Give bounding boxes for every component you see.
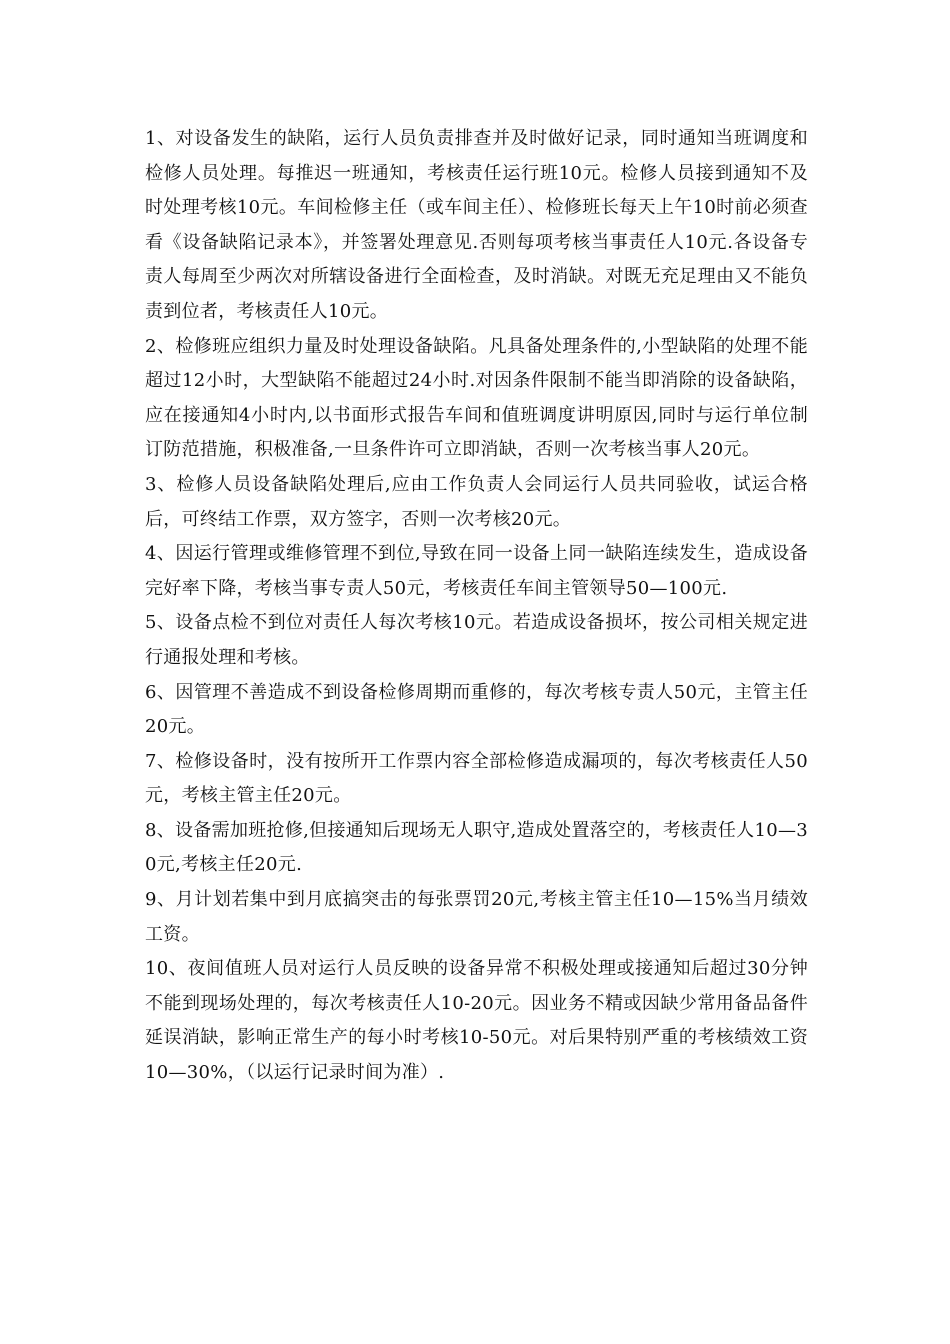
document-body <box>145 122 808 1091</box>
paragraph-6: 6、因管理不善造成不到设备检修周期而重修的，每次考核专责人50元，主管主任20元。 <box>145 681 808 738</box>
paragraph-7: 7、检修设备时，没有按所开工作票内容全部检修造成漏项的，每次考核责任人50元，考核主管主任20元。 <box>145 750 808 807</box>
paragraph-4: 4、因运行管理或维修管理不到位,导致在同一设备上同一缺陷连续发生，造成设备完好率下降，考核当事专责人50元，考核责任车间主管领导50—100元. <box>145 543 808 599</box>
paragraph-5: 5、设备点检不到位对责任人每次考核10元。若造成设备损坏，按公司相关规定进行通报处理和考核。 <box>145 612 808 668</box>
paragraph-1: 1、对设备发生的缺陷，运行人员负责排查并及时做好记录，同时通知当班调度和检修人员处理。每推迟一班通知，考核责任运行班10元。检修人员接到通知不及时处理考核10元。车间检修主任（或车间主任）、检修班长每天上午10时前必须查看《设备缺陷记录本》，并签署处理意见.否则每项考核当事责任人10元.各设备专责人每周至少两次对所辖设备进行全面检查，及时消缺。对既无充足理由又不能负责到位者，考核责任人10元。 <box>145 128 808 322</box>
paragraph-2: 2、检修班应组织力量及时处理设备缺陷。凡具备处理条件的,小型缺陷的处理不能超过12小时，大型缺陷不能超过24小时.对因条件限制不能当即消除的设备缺陷，应在接通知4小时内,以书面形式报告车间和值班调度讲明原因,同时与运行单位制订防范措施，积极准备,一旦条件许可立即消缺，否则一次考核当事人20元。 <box>145 335 808 461</box>
paragraph-9: 9、月计划若集中到月底搞突击的每张票罚20元,考核主管主任10—15%当月绩效工资。 <box>145 889 808 945</box>
paragraph-8: 8、设备需加班抢修,但接通知后现场无人职守,造成处置落空的，考核责任人10—30元,考核主任20元. <box>145 819 808 876</box>
paragraph-3: 3、检修人员设备缺陷处理后,应由工作负责人会同运行人员共同验收，试运合格后，可终结工作票，双方签字，否则一次考核20元。 <box>145 473 808 530</box>
paragraph-10: 10、夜间值班人员对运行人员反映的设备异常不积极处理或接通知后超过30分钟不能到现场处理的，每次考核责任人10-20元。因业务不精或因缺少常用备品备件延误消缺，影响正常生产的每小时考核10-50元。对后果特别严重的考核绩效工资10—30%，（以运行记录时间为准）. <box>145 958 808 1084</box>
